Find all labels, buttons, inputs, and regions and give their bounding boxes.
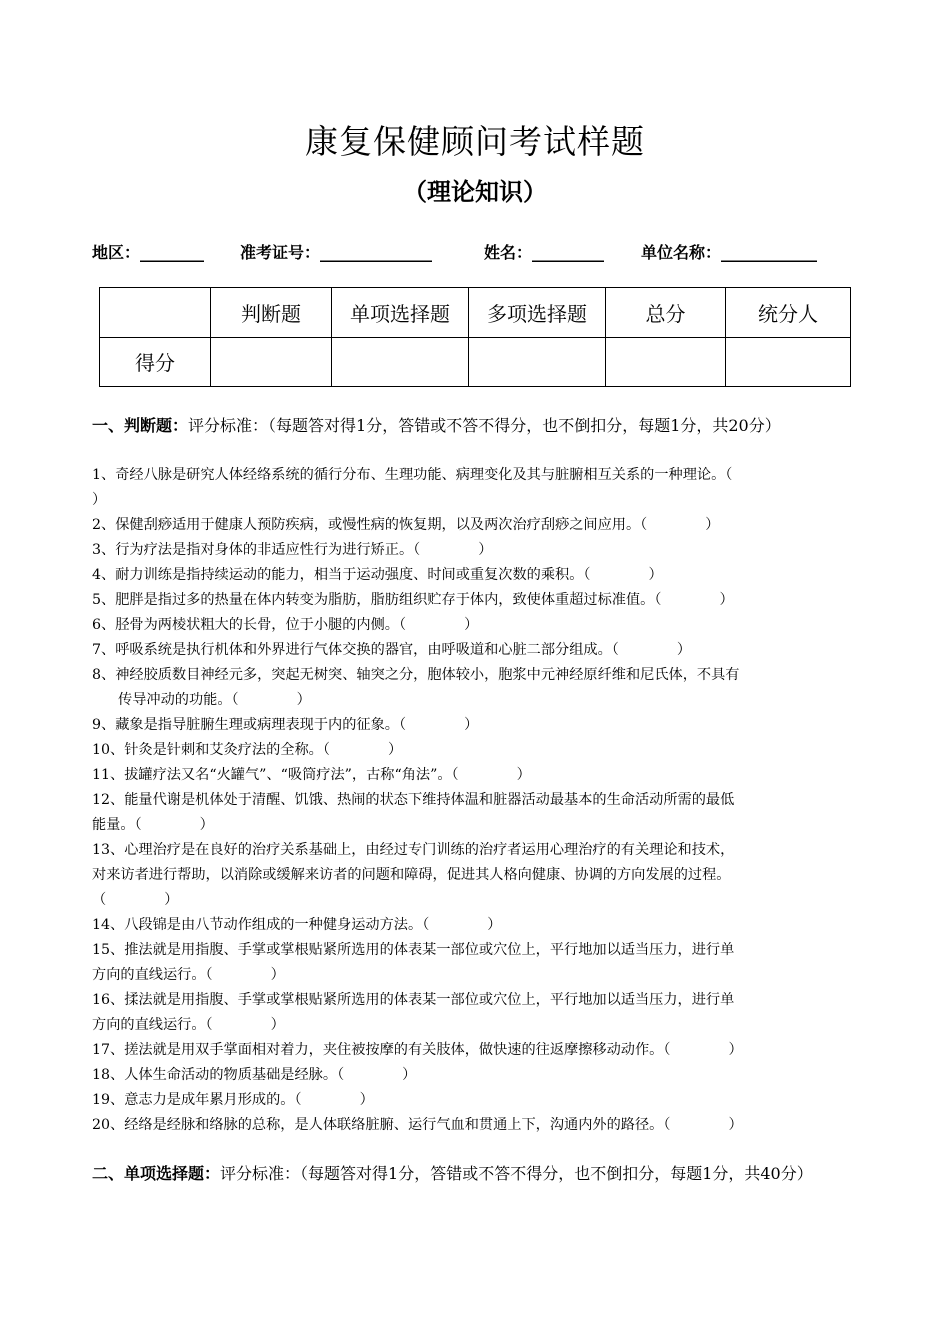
score-table-header-cell: 多项选择题 [469, 288, 606, 338]
question-item-cont: 对来访者进行帮助，以消除或缓解来访者的问题和障碍，促进其人格向健康、协调的方向发展的过程。 [92, 867, 731, 883]
score-row-label: 得分 [100, 337, 211, 387]
question-item: 19、意志力是成年累月形成的。（ ） [92, 1092, 374, 1108]
question-item-cont: 方向的直线运行。（ ） [92, 1017, 285, 1033]
score-cell[interactable] [211, 337, 332, 387]
question-item-cont: ） [92, 492, 107, 508]
score-table-header-cell: 判断题 [211, 288, 332, 338]
question-item-cont: 方向的直线运行。（ ） [92, 967, 285, 983]
page-subtitle: （理论知识） [403, 178, 547, 206]
exam-number-field: 准考证号：______________ [240, 243, 433, 262]
page-title: 康复保健顾问考试样题 [305, 122, 645, 161]
question-item: 15、推法就是用指腹、手掌或掌根贴紧所选用的体表某一部位或穴位上，平行地加以适当压力，进行单 [92, 942, 735, 958]
question-item: 4、耐力训练是指持续运动的能力，相当于运动强度、时间或重复次数的乘积。（ ） [92, 567, 663, 583]
question-item: 11、拔罐疗法又名“火罐气”、“吸筒疗法”，古称“角法”。（ ） [92, 767, 531, 783]
score-cell[interactable] [726, 337, 851, 387]
unit-name-field: 单位名称：____________ [641, 243, 818, 262]
score-table-header-cell: 统分人 [726, 288, 851, 338]
score-table [99, 287, 851, 387]
section-two-heading: 二、单项选择题：评分标准：（每题答对得1分，答错或不答不得分，也不倒扣分，每题1分，共40分） [92, 1164, 813, 1183]
score-table-header-cell: 单项选择题 [332, 288, 469, 338]
question-item: 10、针灸是针刺和艾灸疗法的全称。（ ） [92, 742, 403, 758]
question-item: 16、揉法就是用指腹、手掌或掌根贴紧所选用的体表某一部位或穴位上，平行地加以适当压力，进行单 [92, 992, 735, 1008]
name-field: 姓名：_________ [484, 243, 605, 262]
question-item: 8、神经胶质数目神经元多，突起无树突、轴突之分，胞体较小，胞浆中元神经原纤维和尼氏体，不具有 [92, 667, 740, 683]
question-item: 17、搓法就是用双手掌面相对着力，夹住被按摩的有关肢体，做快速的往返摩擦移动动作。（ ） [92, 1042, 743, 1058]
question-item: 20、经络是经脉和络脉的总称，是人体联络脏腑、运行气血和贯通上下，沟通内外的路径。（ ） [92, 1117, 743, 1133]
question-item-cont: 传导冲动的功能。（ ） [118, 692, 311, 708]
question-item: 2、保健刮痧适用于健康人预防疾病，或慢性病的恢复期，以及两次治疗刮痧之间应用。（ ） [92, 517, 720, 533]
score-table-header-cell: 总分 [606, 288, 726, 338]
question-item: 7、呼吸系统是执行机体和外界进行气体交换的器官，由呼吸道和心脏二部分组成。（ ） [92, 642, 692, 658]
question-item: 14、八段锦是由八节动作组成的一种健身运动方法。（ ） [92, 917, 502, 933]
score-cell[interactable] [332, 337, 469, 387]
question-item: 12、能量代谢是机体处于清醒、饥饿、热闹的状态下维持体温和脏器活动最基本的生命活动所需的最低 [92, 792, 735, 808]
question-item: 9、藏象是指导脏腑生理或病理表现于内的征象。（ ） [92, 717, 479, 733]
question-item: 18、人体生命活动的物质基础是经脉。（ ） [92, 1067, 417, 1083]
question-item: 1、奇经八脉是研究人体经络系统的循行分布、生理功能、病理变化及其与脏腑相互关系的一种理论。（ [92, 467, 733, 483]
score-table-header-row [100, 288, 851, 338]
score-table-header-cell [100, 288, 211, 338]
question-item: 5、肥胖是指过多的热量在体内转变为脂肪，脂肪组织贮存于体内，致使体重超过标准值。（ ） [92, 592, 734, 608]
score-cell[interactable] [606, 337, 726, 387]
question-item: 13、心理治疗是在良好的治疗关系基础上，由经过专门训练的治疗者运用心理治疗的有关理论和技术， [92, 842, 735, 858]
region-field: 地区：________ [92, 243, 205, 262]
question-item-cont: 能量。（ ） [92, 817, 214, 833]
score-cell[interactable] [469, 337, 606, 387]
score-table-row [100, 337, 851, 387]
question-item-cont: （ ） [92, 892, 179, 908]
question-item: 6、胫骨为两棱状粗大的长骨，位于小腿的内侧。（ ） [92, 617, 479, 633]
question-item: 3、行为疗法是指对身体的非适应性行为进行矫正。（ ） [92, 542, 493, 558]
section-one-heading: 一、判断题：评分标准：（每题答对得1分，答错或不答不得分，也不倒扣分，每题1分，共20分） [92, 416, 781, 435]
